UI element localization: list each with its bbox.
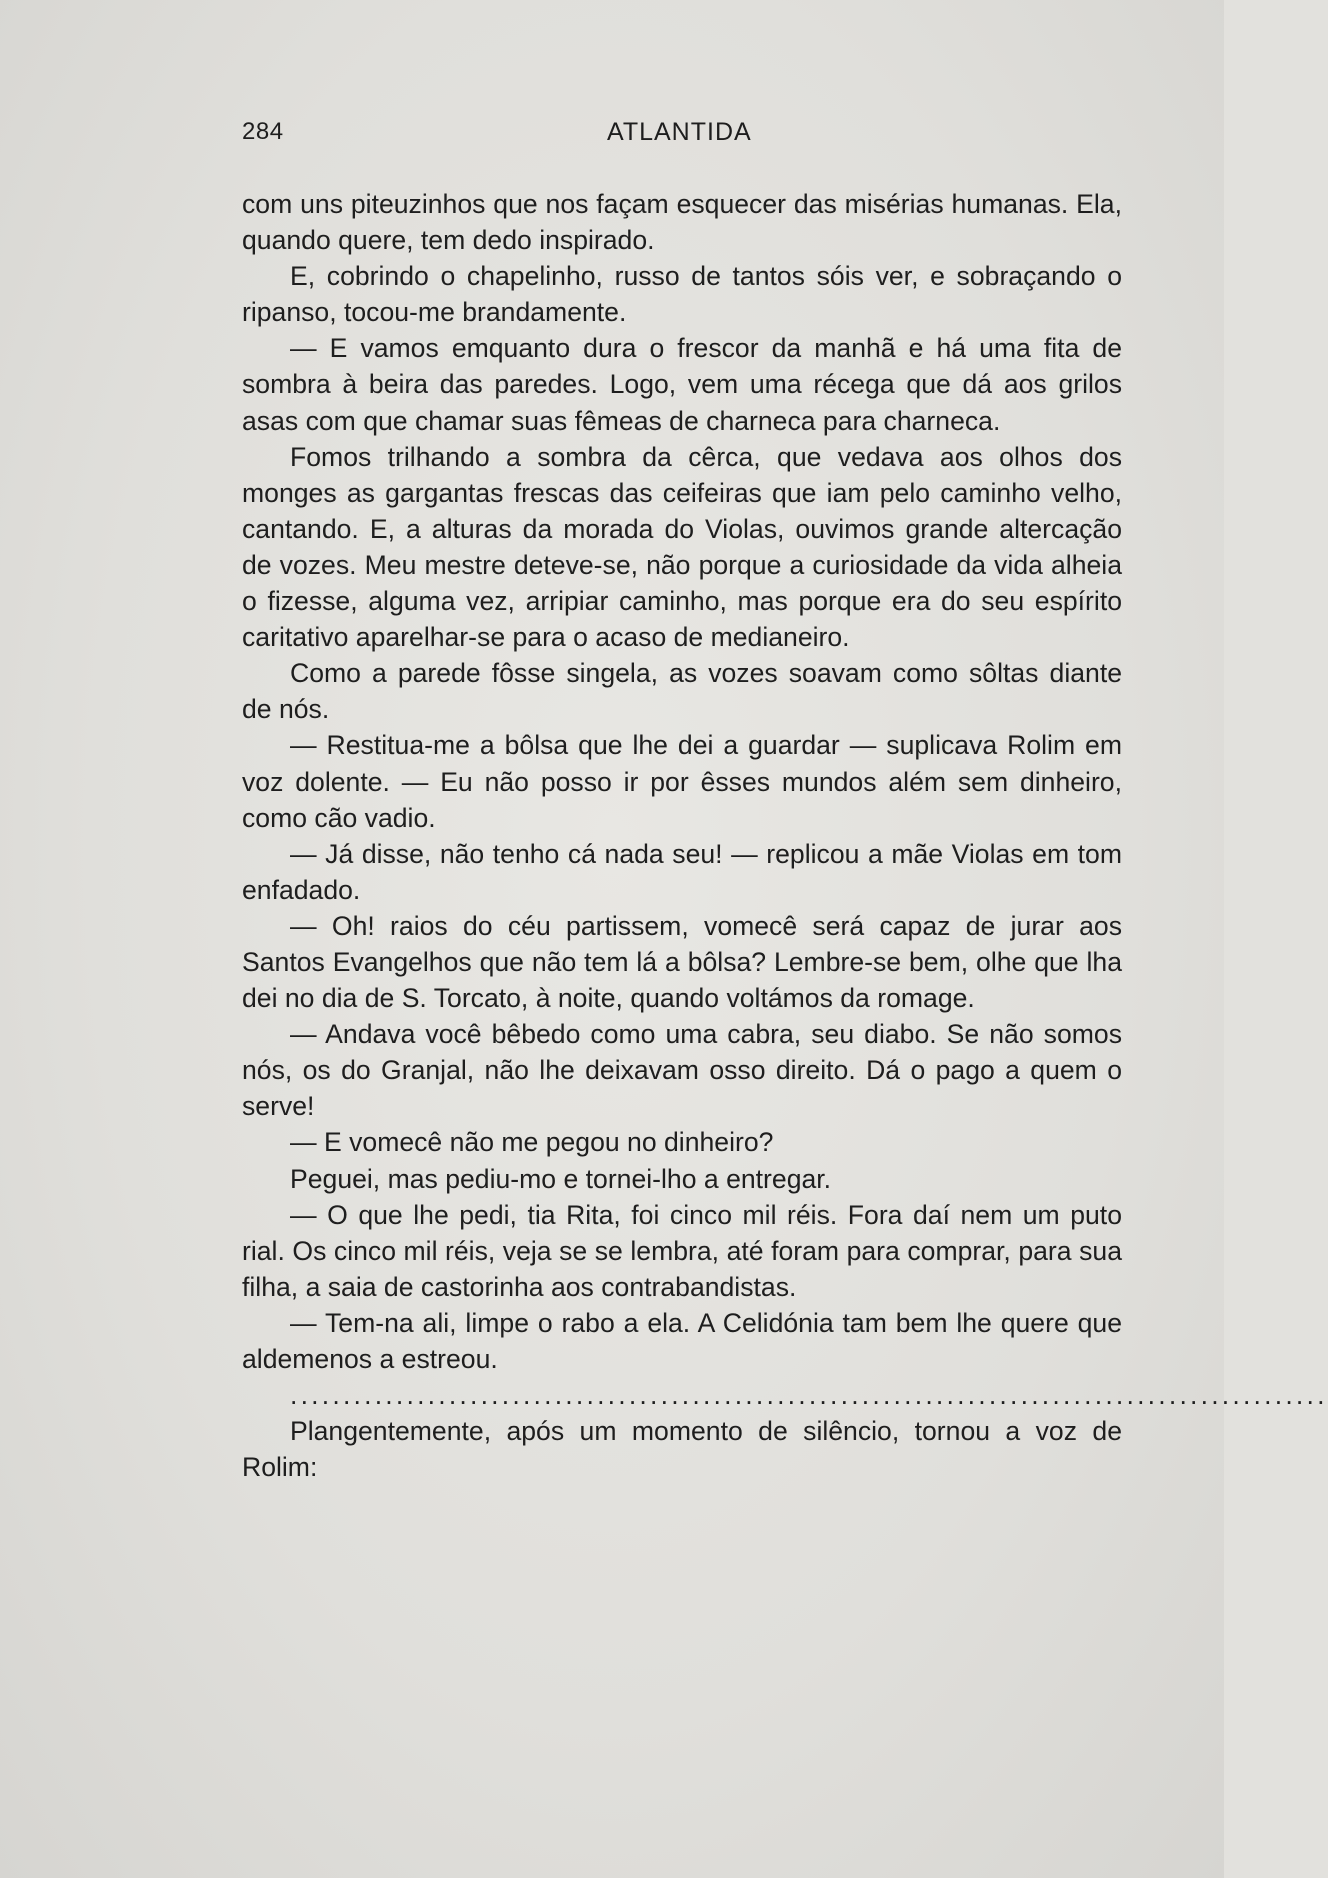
paragraph: — E vomecê não me pegou no dinheiro? [290, 1127, 774, 1158]
section-separator: .................................................................................................. [290, 1380, 1328, 1411]
paragraph: — O que lhe pedi, tia Rita, foi cinco mil réis. Fora daí nem um puto rial. Os cinco mil réis, veja se se lembra, até foram para comprar, para sua filha, a saia de castorinha aos contrabandistas. [242, 1199, 1122, 1302]
closing-paragraph: Plangentemente, após um momento de silêncio, tornou a voz de Rolim: [242, 1416, 1122, 1483]
running-title: ATLANTIDA [607, 118, 752, 146]
paragraph: — E vamos emquanto dura o frescor da manhã e há uma fita de sombra à beira das paredes. Logo, vem uma récega que dá aos grilos asas com que chamar suas fêmeas de charneca para charneca. [242, 333, 1122, 436]
paragraph: — Já disse, não tenho cá nada seu! — replicou a mãe Violas em tom enfadado. [242, 838, 1122, 905]
paragraph: — Restitua-me a bôlsa que lhe dei a guardar — suplicava Rolim em voz dolente. — Eu não posso ir por êsses mundos além sem dinheiro, como cão vadio. [242, 730, 1122, 833]
page-number: 284 [242, 118, 284, 145]
page-header [242, 118, 1122, 154]
paragraph: Como a parede fôsse singela, as vozes soavam como sôltas diante de nós. [242, 658, 1122, 725]
paragraph: Fomos trilhando a sombra da cêrca, que vedava aos olhos dos monges as gargantas frescas das ceifeiras que iam pelo caminho velho, cantando. E, a alturas da morada do Violas, ouvimos grande altercação de vozes. Meu mestre deteve-se, não porque a curiosidade da vida alheia o fizesse, alguma vez, arripiar caminho, mas porque era do seu espírito caritativo aparelhar-se para o acaso de medianeiro. [242, 441, 1122, 653]
paragraph: Peguei, mas pediu-mo e tornei-lho a entregar. [290, 1163, 832, 1194]
paragraph: E, cobrindo o chapelinho, russo de tantos sóis ver, e sobraçando o ripanso, tocou-me brandamente. [242, 261, 1122, 328]
paragraph: — Tem-na ali, limpe o rabo a ela. A Celidónia tam bem lhe quere que aldemenos a estreou. [242, 1307, 1122, 1374]
paragraph: — Andava você bêbedo como uma cabra, seu diabo. Se não somos nós, os do Granjal, não lhe deixavam osso direito. Dá o pago a quem o serve! [242, 1019, 1122, 1122]
paragraph: — Oh! raios do céu partissem, vomecê será capaz de jurar aos Santos Evangelhos que não tem lá a bôlsa? Lembre-se bem, olhe que lha dei no dia de S. Torcato, à noite, quando voltámos da romage. [242, 910, 1122, 1014]
body-text [242, 186, 1328, 1485]
paragraph: com uns piteuzinhos que nos façam esquecer das misérias humanas. Ela, quando quere, tem dedo inspirado. [242, 189, 1122, 256]
